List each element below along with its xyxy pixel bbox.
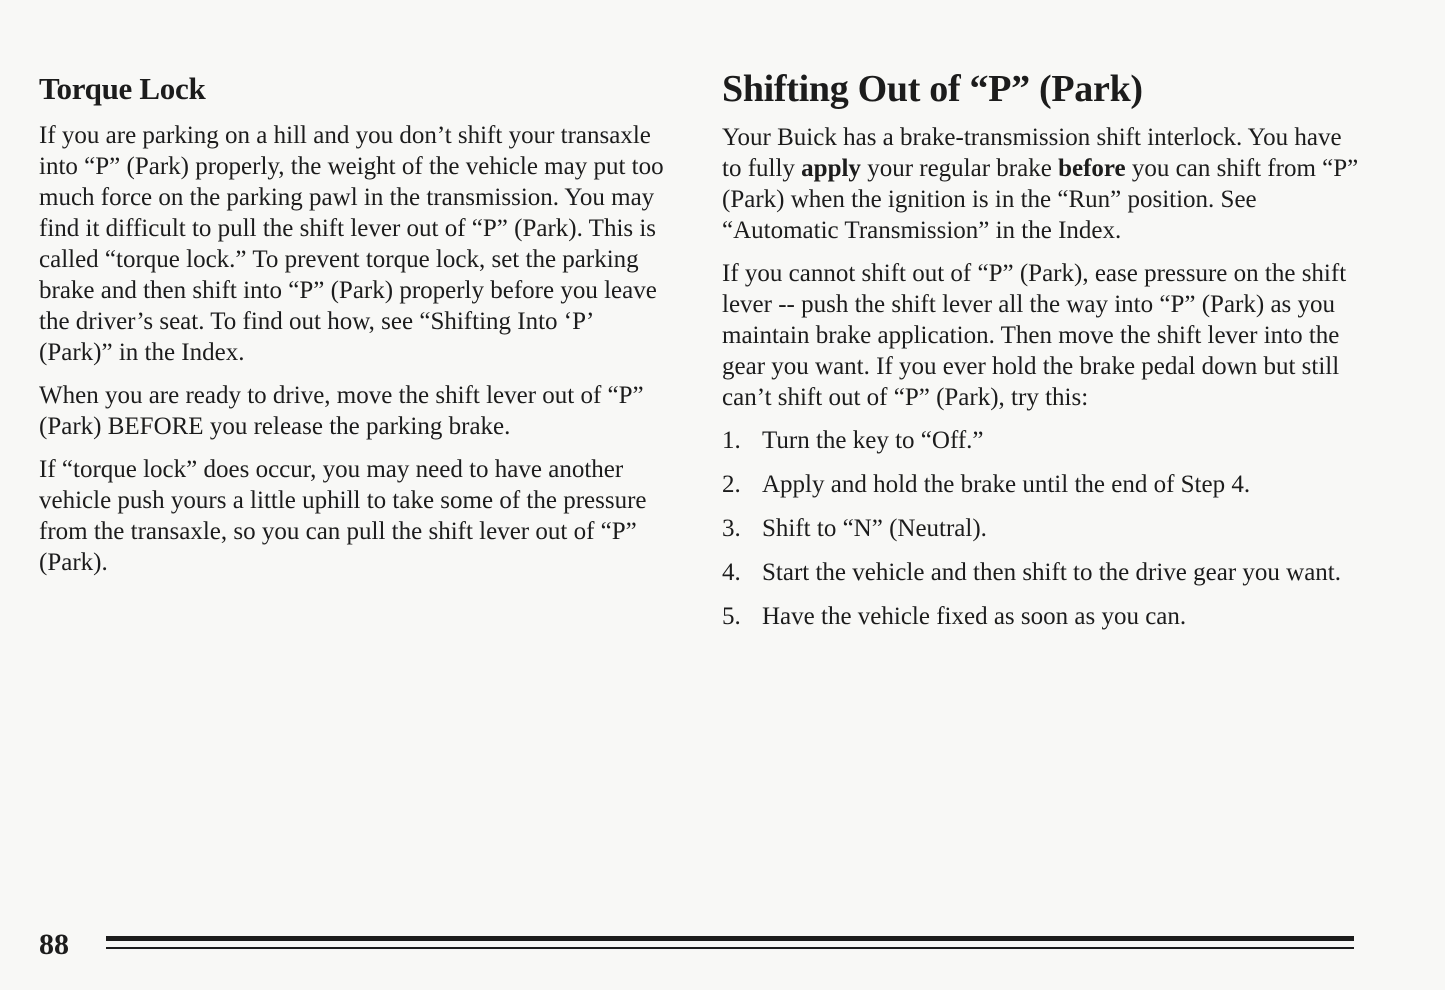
step-number: 1. xyxy=(722,427,741,454)
section-heading-shifting-out: Shifting Out of “P” (Park) xyxy=(722,68,1143,110)
step-text: Turn the key to “Off.” xyxy=(762,427,984,454)
footer-rule xyxy=(106,936,1354,954)
emphasis-apply: apply xyxy=(801,155,861,182)
intro-paragraph xyxy=(722,122,1362,246)
step-text: Shift to “N” (Neutral). xyxy=(762,515,987,542)
step-number: 4. xyxy=(722,559,741,586)
step-number: 5. xyxy=(722,603,741,630)
emphasis-before: before xyxy=(1058,155,1126,182)
list-item xyxy=(722,601,1362,632)
step-text: Have the vehicle fixed as soon as you can. xyxy=(762,603,1187,630)
paragraph: If you cannot shift out of “P” (Park), ease pressure on the shift lever -- push the shift lever all the way into “P” (Park) as you maintain brake application. Then move the shift lever into the gear you want. If you ever hold the brake pedal down but still can’t shift out of “P” (Park), try this: xyxy=(722,260,1347,411)
section-heading-torque-lock: Torque Lock xyxy=(39,71,206,106)
footer-rule-thin xyxy=(106,947,1354,949)
step-text: Start the vehicle and then shift to the drive gear you want. xyxy=(762,559,1341,586)
page-number: 88 xyxy=(39,928,69,961)
list-item xyxy=(722,513,1362,544)
paragraph: When you are ready to drive, move the shift lever out of “P” (Park) BEFORE you release the parking brake. xyxy=(39,382,644,440)
paragraph: If you are parking on a hill and you don’t shift your transaxle into “P” (Park) properly, the weight of the vehicle may put too much force on the parking pawl in the transmission. You may find it difficult to pull the shift lever out of “P” (Park). This is called “torque lock.” To prevent torque lock, set the parking brake and then shift into “P” (Park) properly before you leave the driver’s seat. To find out how, see “Shifting Into ‘P’ (Park)” in the Index. xyxy=(39,122,664,366)
footer-rule-thick xyxy=(106,936,1354,941)
steps-list xyxy=(722,425,1362,632)
list-item xyxy=(722,425,1362,456)
intro-text: your regular brake xyxy=(860,155,1059,182)
left-column xyxy=(39,66,669,590)
step-number: 3. xyxy=(722,515,741,542)
intro-text: you can shift from “P” (Park) when the ignition is in the “Run” position. See “Automatic Transmission” in the Index. xyxy=(722,155,1359,244)
step-text: Apply and hold the brake until the end of Step 4. xyxy=(762,471,1251,498)
list-item xyxy=(722,557,1362,588)
intro-text: Your Buick has a brake-transmission shift interlock. You have to fully xyxy=(722,124,1342,182)
step-number: 2. xyxy=(722,471,741,498)
paragraph: If “torque lock” does occur, you may need to have another vehicle push yours a little uphill to take some of the pressure from the transaxle, so you can pull the shift lever out of “P” (Park). xyxy=(39,456,647,576)
right-column xyxy=(722,66,1362,645)
list-item xyxy=(722,469,1362,500)
